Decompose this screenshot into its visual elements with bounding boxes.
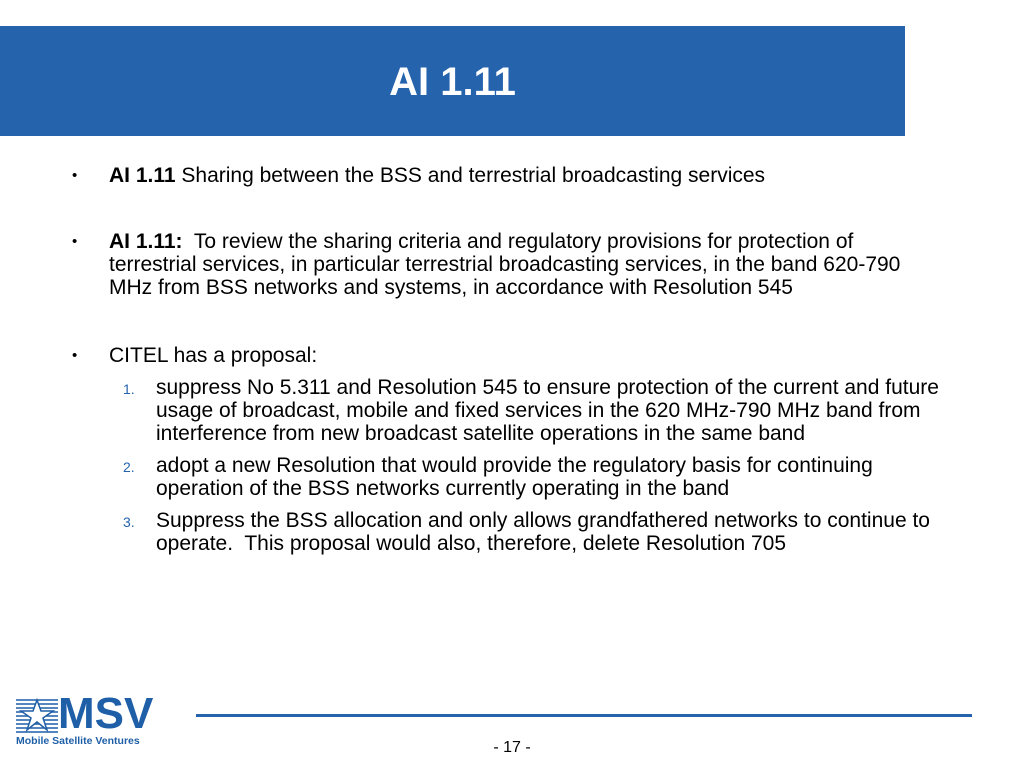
bullet-text [109, 164, 919, 187]
bullet-item [72, 164, 972, 187]
bullet-marker: • [72, 347, 78, 364]
slide-content [72, 160, 972, 564]
proposal-list [109, 376, 972, 555]
bullet-body: To review the sharing criteria and regulatory provisions for protection of terrestrial services, in particular terrestrial broadcasting services, in the band 620-790 MHz from BSS networks and systems, in accordance with Resolution 545 [109, 230, 907, 299]
list-item-text: Suppress the BSS allocation and only allows grandfathered networks to continue to operate. This proposal would also, therefore, delete Resolution 705 [156, 509, 936, 555]
page-number: - 17 - [493, 739, 531, 756]
list-item [109, 376, 972, 445]
list-number: 1. [123, 381, 135, 397]
bullet-marker: • [72, 233, 78, 250]
list-number: 2. [123, 459, 135, 475]
bullet-body: Sharing between the BSS and terrestrial broadcasting services [175, 164, 766, 187]
footer-divider [196, 714, 972, 717]
bullet-text [109, 230, 919, 299]
satellite-star-icon [16, 697, 58, 733]
list-item-text: adopt a new Resolution that would provide the regulatory basis for continuing operation of the BSS networks currently operating in the band [156, 454, 873, 500]
bullet-body: CITEL has a proposal: [109, 344, 318, 367]
list-item-text: suppress No 5.311 and Resolution 545 to ensure protection of the current and future usage of broadcast, mobile and fixed services in the 620 MHz-790 MHz band from interference from new broadcast satellite operations in the same band [156, 376, 939, 445]
list-item [109, 509, 972, 555]
bullet-item [72, 344, 972, 367]
list-number: 3. [123, 514, 135, 530]
slide-title: AI 1.11 [389, 60, 516, 104]
list-item [109, 454, 972, 500]
bullet-marker: • [72, 167, 78, 184]
logo-tagline: Mobile Satellite Ventures [16, 735, 140, 747]
bullet-bold-label: AI 1.11 [109, 164, 176, 187]
logo-wordmark: MSV [58, 689, 154, 738]
bullet-bold-label: AI 1.11: [109, 230, 183, 253]
bullet-item [72, 230, 972, 299]
